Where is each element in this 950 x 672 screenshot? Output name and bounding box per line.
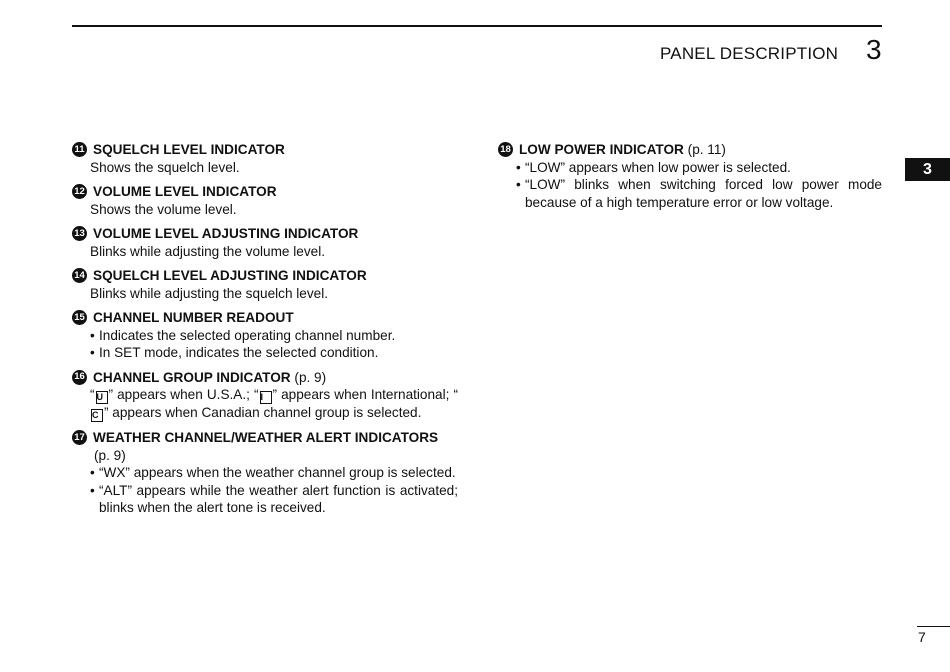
item-description: Blinks while adjusting the squelch level.: [90, 285, 329, 301]
item-number-badge: 11: [72, 142, 87, 157]
item-title: LOW POWER INDICATOR: [519, 142, 684, 157]
item-volume-level: [72, 183, 458, 218]
item-description: Shows the volume level.: [90, 201, 237, 217]
bullet-item: • “LOW” blinks when switching forced low power mode because of a high temperature error or low voltage.: [516, 177, 882, 210]
item-number-badge: 12: [72, 184, 87, 199]
item-title: VOLUME LEVEL ADJUSTING INDICATOR: [93, 226, 359, 241]
item-title: CHANNEL GROUP INDICATOR: [93, 369, 291, 385]
item-title: CHANNEL NUMBER READOUT: [93, 310, 294, 325]
item-number-badge: 18: [498, 142, 513, 157]
item-weather: [72, 429, 458, 517]
item-volume-adjusting: [72, 225, 458, 260]
top-rule: [72, 25, 882, 27]
item-squelch-adjusting: [72, 267, 458, 302]
canada-symbol-icon: C: [91, 409, 103, 422]
item-number-badge: 15: [72, 310, 87, 325]
footer-rule: [917, 626, 950, 627]
section-tab: 3: [905, 158, 950, 181]
page-number: 7: [918, 629, 926, 645]
item-low-power: [498, 141, 882, 211]
bullet-item: • Indicates the selected operating channel number.: [90, 327, 396, 343]
page-ref: (p. 9): [294, 369, 327, 385]
item-number-badge: 17: [72, 430, 87, 445]
section-title: PANEL DESCRIPTION: [660, 44, 839, 63]
page-ref: (p. 11): [687, 142, 726, 157]
item-description: “ U ” appears when U.S.A.; “ I ” appears when International; “C ” appears when Canadian channel group is selected.: [90, 387, 458, 420]
item-title: SQUELCH LEVEL INDICATOR: [93, 142, 285, 157]
bullet-item: • “ALT” appears while the weather alert function is activated; blinks when the alert tone is received.: [90, 482, 458, 515]
item-channel-number: [72, 309, 458, 362]
bullet-item: • “LOW” appears when low power is selected.: [516, 159, 791, 175]
item-number-badge: 16: [72, 370, 87, 385]
item-description: Shows the squelch level.: [90, 159, 240, 175]
item-number-badge: 13: [72, 226, 87, 241]
item-title: VOLUME LEVEL INDICATOR: [93, 184, 277, 199]
bullet-item: • In SET mode, indicates the selected condition.: [90, 345, 379, 360]
section-number: 3: [866, 34, 882, 65]
item-title: SQUELCH LEVEL ADJUSTING INDICATOR: [93, 268, 367, 283]
left-column: [72, 141, 458, 524]
item-squelch-level: [72, 141, 458, 176]
usa-symbol-icon: U: [96, 391, 108, 404]
bullet-item: • “WX” appears when the weather channel group is selected.: [90, 465, 456, 480]
item-description: Blinks while adjusting the volume level.: [90, 243, 325, 259]
item-channel-group: [72, 369, 458, 423]
international-symbol-icon: I: [260, 391, 272, 404]
page-ref: (p. 9): [94, 447, 126, 463]
item-number-badge: 14: [72, 268, 87, 283]
right-column: [498, 141, 882, 218]
item-title: WEATHER CHANNEL/WEATHER ALERT INDICATORS: [93, 430, 439, 445]
